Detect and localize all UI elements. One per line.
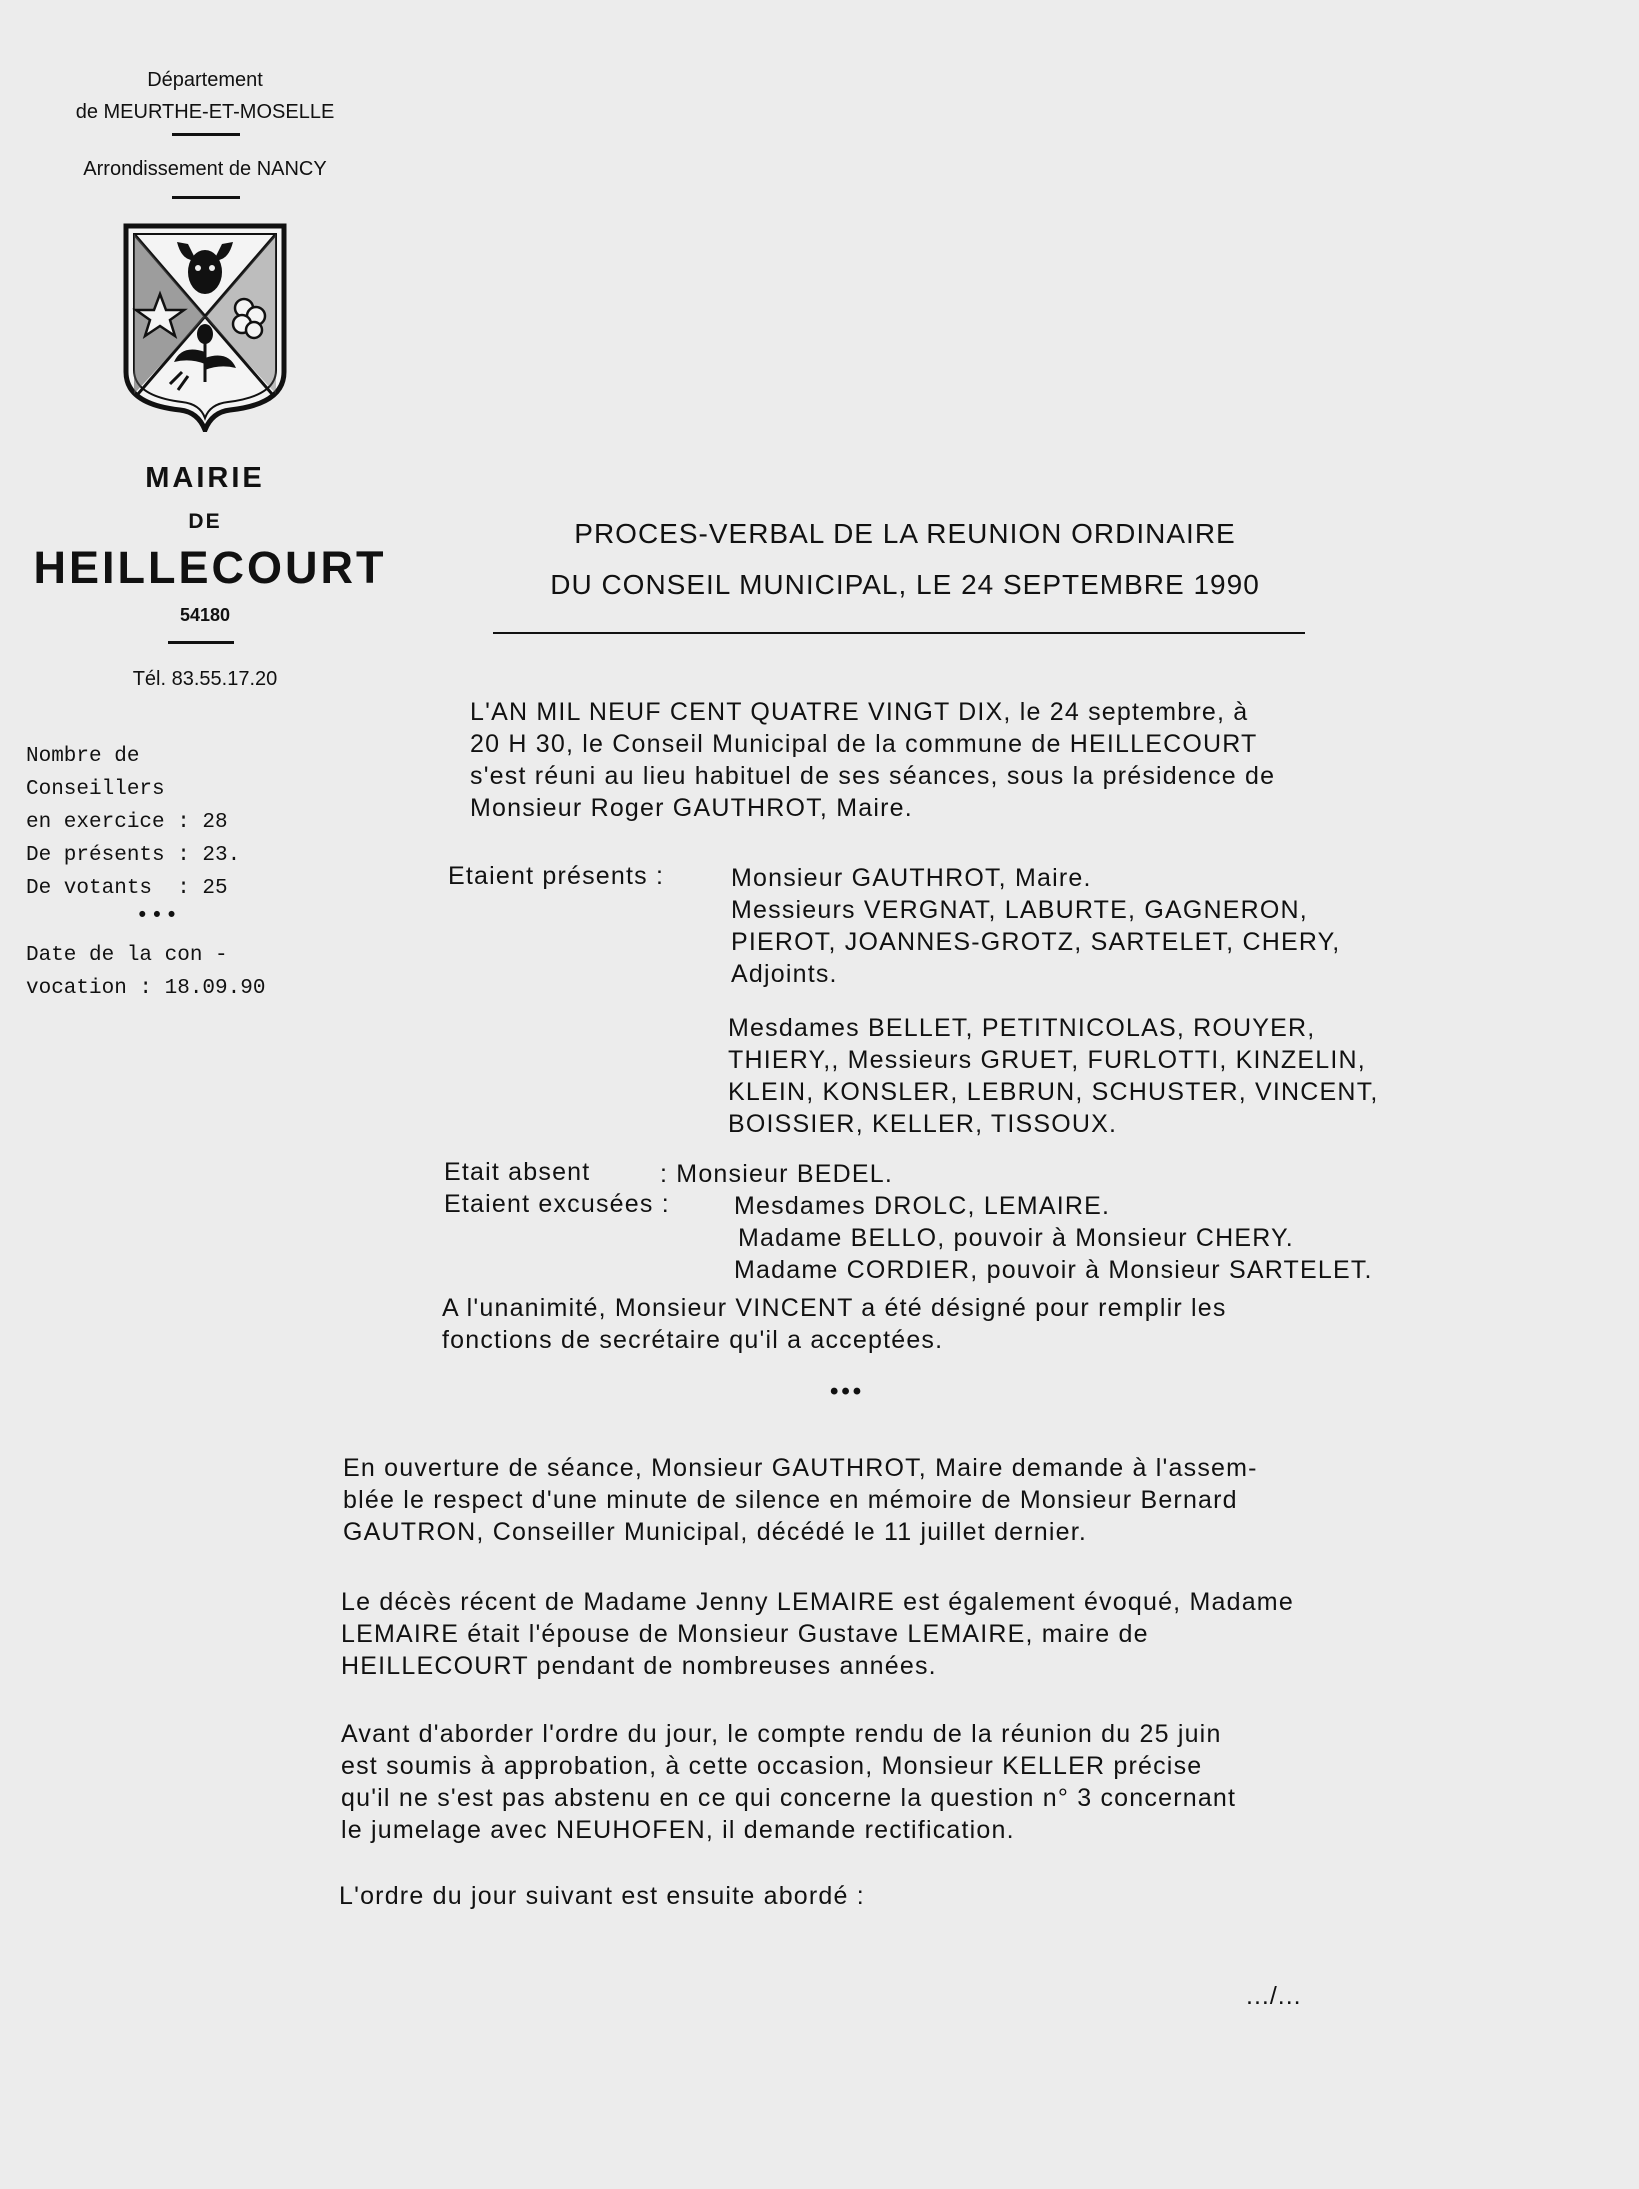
paragraph-minute-silence xyxy=(343,1452,1258,1548)
text-line: HEILLECOURT pendant de nombreuses années. xyxy=(341,1652,937,1680)
text-line: En ouverture de séance, Monsieur GAUTHROT, Maire demande à l'assem- xyxy=(343,1454,1258,1482)
convocation-date-line: Date de la con - xyxy=(26,944,228,967)
text-line: L'ordre du jour suivant est ensuite abordé : xyxy=(339,1882,865,1910)
convocation-date-line: vocation : 18.09.90 xyxy=(26,977,266,1000)
text-line: fonctions de secrétaire qu'il a acceptées. xyxy=(442,1326,944,1354)
text-line: blée le respect d'une minute de silence en mémoire de Monsieur Bernard xyxy=(343,1486,1238,1514)
continuation-mark: .../... xyxy=(1246,1982,1302,2010)
title-line-2: DU CONSEIL MUNICIPAL, LE 24 SEPTEMBRE 1990 xyxy=(550,569,1260,600)
excused-label: Etaient excusées : xyxy=(444,1190,670,1218)
text-line: BOISSIER, KELLER, TISSOUX. xyxy=(728,1110,1118,1138)
text-line: Monsieur GAUTHROT, Maire. xyxy=(731,864,1092,892)
text-line: A l'unanimité, Monsieur VINCENT a été désigné pour remplir les xyxy=(442,1294,1227,1322)
present-list-continued xyxy=(728,1012,1379,1140)
text-line: GAUTRON, Conseiller Municipal, décédé le 11 juillet dernier. xyxy=(343,1518,1088,1546)
excused-list xyxy=(734,1190,1373,1286)
divider xyxy=(172,196,240,199)
coat-of-arms-icon xyxy=(122,222,288,432)
text-line: s'est réuni au lieu habituel de ses séances, sous la présidence de xyxy=(470,762,1276,790)
text-line: L'AN MIL NEUF CENT QUATRE VINGT DIX, le 24 septembre, à xyxy=(470,698,1249,726)
stats-separator: ••• xyxy=(136,905,180,928)
text-line: le jumelage avec NEUHOFEN, il demande rectification. xyxy=(341,1816,1015,1844)
department-line-2: de MEURTHE-ET-MOSELLE xyxy=(75,101,335,123)
text-line: qu'il ne s'est pas abstenu en ce qui concerne la question n° 3 concernant xyxy=(341,1784,1237,1812)
text-line: THIERY,, Messieurs GRUET, FURLOTTI, KINZELIN, xyxy=(728,1046,1366,1074)
text-line: PIEROT, JOANNES-GROTZ, SARTELET, CHERY, xyxy=(731,928,1341,956)
postal-code: 54180 xyxy=(179,605,231,625)
present-label: Etaient présents : xyxy=(448,862,665,890)
text-line: est soumis à approbation, à cette occasion, Monsieur KELLER précise xyxy=(341,1752,1203,1780)
text-line: 20 H 30, le Conseil Municipal de la commune de HEILLECOURT xyxy=(470,730,1258,758)
title-underline xyxy=(493,632,1305,634)
phone-number: Tél. 83.55.17.20 xyxy=(132,668,278,690)
text-line: Mesdames DROLC, LEMAIRE. xyxy=(734,1192,1111,1220)
divider xyxy=(172,133,240,136)
stats-line: Conseillers xyxy=(26,778,165,801)
text-line: Avant d'aborder l'ordre du jour, le compte rendu de la réunion du 25 juin xyxy=(341,1720,1222,1748)
absent-value: : Monsieur BEDEL. xyxy=(660,1160,893,1188)
department-header xyxy=(40,64,370,128)
secretary-paragraph xyxy=(442,1292,1227,1356)
paragraph-ordre-du-jour xyxy=(339,1880,865,1912)
text-line: Madame CORDIER, pouvoir à Monsieur SARTELET. xyxy=(734,1256,1373,1284)
absent-label: Etait absent xyxy=(444,1158,591,1186)
divider xyxy=(168,641,234,644)
stats-line: Nombre de xyxy=(26,745,140,768)
stats-line: en exercice : 28 xyxy=(26,811,228,834)
paragraph-compte-rendu xyxy=(341,1718,1236,1846)
de-label: DE xyxy=(188,510,222,533)
text-line: KLEIN, KONSLER, LEBRUN, SCHUSTER, VINCENT, xyxy=(728,1078,1379,1106)
present-list xyxy=(731,862,1340,990)
text-line: Monsieur Roger GAUTHROT, Maire. xyxy=(470,794,913,822)
town-name: HEILLECOURT xyxy=(33,542,387,593)
text-line: Le décès récent de Madame Jenny LEMAIRE est également évoqué, Madame xyxy=(341,1588,1294,1616)
title-line-1: PROCES-VERBAL DE LA REUNION ORDINAIRE xyxy=(574,518,1236,549)
council-stats xyxy=(26,740,265,1005)
mairie-label: MAIRIE xyxy=(145,462,265,494)
text-line: Messieurs VERGNAT, LABURTE, GAGNERON, xyxy=(731,896,1308,924)
section-separator: ••• xyxy=(830,1378,865,1405)
department-line-1: Département xyxy=(147,69,263,91)
text-line: Mesdames BELLET, PETITNICOLAS, ROUYER, xyxy=(728,1014,1316,1042)
page-title xyxy=(470,508,1340,610)
arrondissement: Arrondissement de NANCY xyxy=(83,158,327,180)
paragraph-deces xyxy=(341,1586,1294,1682)
stats-line: De présents : 23. xyxy=(26,844,241,867)
stats-line: De votants : 25 xyxy=(26,877,228,900)
text-line: Madame BELLO, pouvoir à Monsieur CHERY. xyxy=(738,1224,1294,1252)
intro-paragraph xyxy=(470,696,1275,824)
text-line: LEMAIRE était l'épouse de Monsieur Gustave LEMAIRE, maire de xyxy=(341,1620,1149,1648)
text-line: Adjoints. xyxy=(731,960,838,988)
